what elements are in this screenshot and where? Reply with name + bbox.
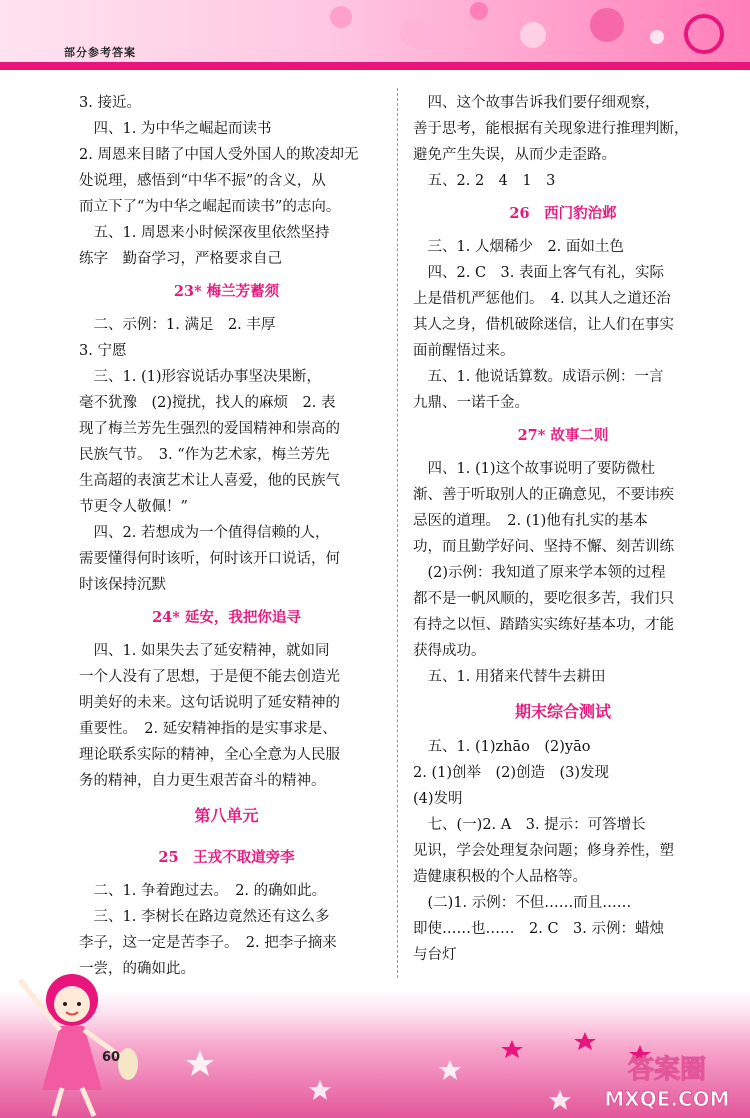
answer-line: 都不是一帆风顺的，要吃很多苦，我们只 bbox=[413, 591, 674, 607]
answer-line: 渐、善于听取别人的正确意见，不要讳疾 bbox=[413, 487, 674, 503]
answer-line: 四、1. (1)这个故事说明了要防微杜 bbox=[413, 461, 655, 477]
answer-line: 理论联系实际的精神，全心全意为人民服 bbox=[79, 747, 340, 763]
answer-line: 五、2. 2 4 1 3 bbox=[413, 173, 556, 189]
page-number: 60 bbox=[102, 1050, 121, 1065]
answer-line: 见识，学会处理复杂问题；修身养性，塑 bbox=[413, 843, 674, 859]
circle-ornament-icon bbox=[684, 14, 724, 54]
answer-line: 时该保持沉默 bbox=[79, 577, 166, 593]
answer-line: 造健康积极的个人品格等。 bbox=[413, 869, 587, 885]
section-heading: 期末综合测试 bbox=[514, 702, 611, 721]
answer-line: 有持之以恒、踏踏实实练好基本功，才能 bbox=[413, 617, 674, 633]
answer-line: 获得成功。 bbox=[413, 643, 486, 659]
answer-line: 毫不犹豫 (2)搅扰，找人的麻烦 2. 表 bbox=[79, 395, 336, 411]
lesson-heading: 25 王戎不取道旁李 bbox=[158, 849, 295, 866]
lesson-heading: 23* 梅兰芳蓄须 bbox=[173, 283, 280, 300]
answer-line: 五、1. 周恩来小时候深夜里依然坚持 bbox=[79, 225, 330, 241]
answer-line: 务的精神，自力更生艰苦奋斗的精神。 bbox=[79, 773, 326, 789]
answer-line: 明美好的未来。这句话说明了延安精神的 bbox=[79, 695, 340, 711]
answer-line: 2. (1)创举 (2)创造 (3)发现 bbox=[413, 765, 610, 781]
answer-line: 避免产生失误，从而少走歪路。 bbox=[413, 147, 616, 163]
answer-line: 二、1. 争着跑过去。 2. 的确如此。 bbox=[79, 883, 327, 899]
answer-line: 处说理，感悟到“中华不振”的含义，从 bbox=[79, 173, 326, 189]
answer-line: 四、1. 为中华之崛起而读书 bbox=[79, 121, 272, 137]
answer-line: 三、1. (1)形容说话办事坚决果断， bbox=[79, 369, 321, 385]
answer-line: 五、1. 他说话算数。成语示例：一言 bbox=[413, 369, 664, 385]
answer-line: 一尝，的确如此。 bbox=[79, 961, 195, 977]
answer-line: 善于思考，能根据有关现象进行推理判断， bbox=[413, 121, 689, 137]
watermark-logo bbox=[592, 1044, 742, 1114]
girl-illustration bbox=[10, 960, 160, 1118]
svg-text:答案圈: 答案圈 bbox=[627, 1055, 707, 1085]
answer-line: 节更令人敬佩！” bbox=[79, 499, 188, 515]
answer-line: 三、1. 李树长在路边竟然还有这么多 bbox=[79, 909, 330, 925]
answer-line: 练字 勤奋学习，严格要求自己 bbox=[79, 251, 282, 267]
left-column bbox=[79, 90, 374, 982]
lesson-heading: 24* 延安，我把你追寻 bbox=[152, 609, 301, 626]
answer-line: 需要懂得何时该听，何时该开口说话，何 bbox=[79, 551, 340, 567]
answer-line: 民族气节。 3. “作为艺术家，梅兰芳先 bbox=[79, 447, 330, 463]
column-divider bbox=[397, 88, 398, 978]
answer-line: 面前醒悟过来。 bbox=[413, 343, 515, 359]
answer-line: 四、2. C 3. 表面上客气有礼，实际 bbox=[413, 265, 664, 281]
answer-line: 现了梅兰芳先生强烈的爱国精神和崇高的 bbox=[79, 421, 340, 437]
answer-line: 与台灯 bbox=[413, 947, 457, 963]
answer-line: (4)发明 bbox=[413, 791, 463, 807]
answer-line: 李子，这一定是苦李子。 2. 把李子摘来 bbox=[79, 935, 337, 951]
answer-line: (2)示例：我知道了原来学本领的过程 bbox=[413, 565, 666, 581]
answer-line: 即使……也…… 2. C 3. 示例：蜡烛 bbox=[413, 921, 664, 937]
header-title: 部分参考答案 bbox=[64, 46, 136, 59]
answer-line: 2. 周恩来目睹了中国人受外国人的欺凌却无 bbox=[79, 147, 359, 163]
lesson-heading: 27* 故事二则 bbox=[517, 427, 609, 444]
answer-line: 一个人没有了思想，于是便不能去创造光 bbox=[79, 669, 340, 685]
answer-line: 而立下了“为中华之崛起而读书”的志向。 bbox=[79, 199, 341, 215]
answer-line: 二、示例：1. 满足 2. 丰厚 bbox=[79, 317, 276, 333]
answer-line: 四、这个故事告诉我们要仔细观察， bbox=[413, 95, 660, 111]
answer-line: 上是借机严惩他们。 4. 以其人之道还治 bbox=[413, 291, 671, 307]
answer-line: 七、(一)2. A 3. 提示：可答增长 bbox=[413, 817, 646, 833]
answer-line: 四、2. 若想成为一个值得信赖的人， bbox=[79, 525, 330, 541]
answer-line: 3. 宁愿 bbox=[79, 343, 127, 359]
answer-line: 功，而且勤学好问、坚持不懈、刻苦训练 bbox=[413, 539, 674, 555]
right-column bbox=[413, 90, 713, 968]
answer-line: 三、1. 人烟稀少 2. 面如土色 bbox=[413, 239, 624, 255]
answer-line: 忌医的道理。 2. (1)他有扎实的基本 bbox=[413, 513, 648, 529]
answer-line: 生高超的表演艺术让人喜爱，他的民族气 bbox=[79, 473, 340, 489]
answer-line: 五、1. 用猪来代替牛去耕田 bbox=[413, 669, 606, 685]
header-bar bbox=[0, 62, 750, 70]
section-heading: 第八单元 bbox=[194, 806, 259, 825]
answer-line: (二)1. 示例：不但……而且…… bbox=[413, 895, 632, 911]
lesson-heading: 26 西门豹治邺 bbox=[509, 205, 617, 222]
svg-text:MXQE.COM: MXQE.COM bbox=[604, 1087, 730, 1111]
answer-line: 五、1. (1)zhāo (2)yāo bbox=[413, 739, 591, 755]
page-header bbox=[0, 0, 750, 62]
answer-line: 九鼎、一诺千金。 bbox=[413, 395, 529, 411]
answer-line: 3. 接近。 bbox=[79, 95, 141, 111]
answer-line: 其人之身，借机破除迷信，让人们在事实 bbox=[413, 317, 674, 333]
answer-line: 重要性。 2. 延安精神指的是实事求是、 bbox=[79, 721, 337, 737]
answer-line: 四、1. 如果失去了延安精神，就如同 bbox=[79, 643, 330, 659]
